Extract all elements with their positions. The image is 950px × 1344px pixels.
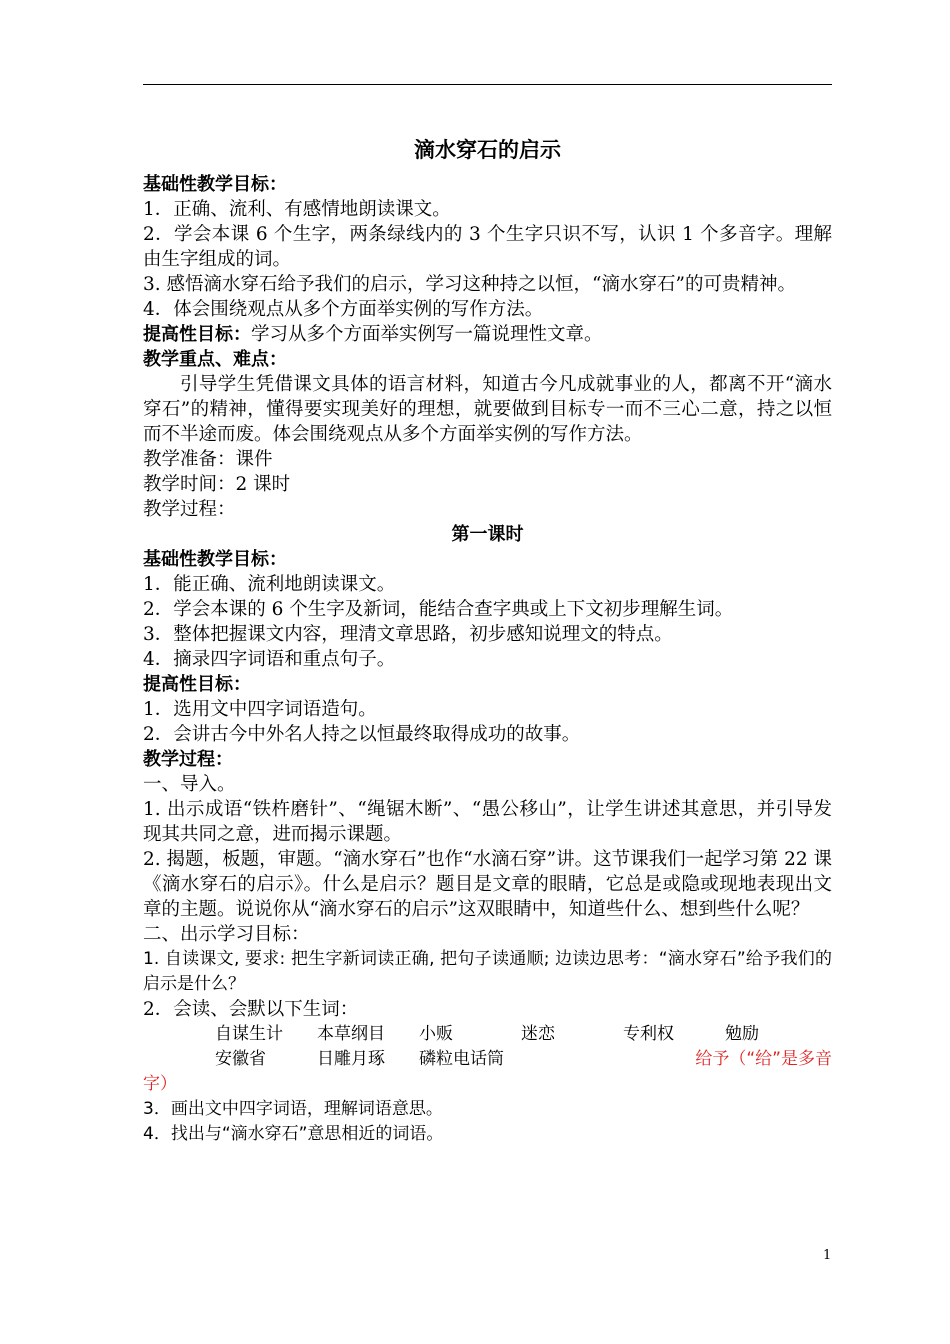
paragraph: 1．正确、流利、有感情地朗读课文。 xyxy=(143,199,451,220)
page-number: 1 xyxy=(823,1248,832,1263)
paragraph: 2．学会本课的 6 个生字及新词，能结合查字典或上下文初步理解生词。 xyxy=(143,599,734,620)
paragraph: 2. 揭题，板题，审题。“滴水穿石”也作“水滴石穿”讲。这节课我们一起学习第 22 课《滴水穿石的启示》。什么是启示？题目是文章的眼睛，它总是或隐或现地表现出文章的主题。说说你从“滴水穿石的启示”这双眼睛中，知道些什么、想到些什么呢？ xyxy=(143,849,832,920)
page-title: 滴水穿石的启示 xyxy=(414,138,561,162)
paragraph: 2．学会本课 6 个生字，两条绿线内的 3 个生字只识不写，认识 1 个多音字。理解由生字组成的词。 xyxy=(143,224,832,270)
paragraph: 引导学生凭借课文具体的语言材料，知道古今凡成就事业的人，都离不开“滴水穿石”的精神，懂得要实现美好的理想，就要做到目标专一而不三心二意，持之以恒而不半途而废。体会围绕观点从多个方面举实例的写作方法。 xyxy=(143,374,832,445)
header-rule xyxy=(143,84,832,85)
vocab-word: 磷粒电话筒 xyxy=(419,1049,504,1069)
paragraph: 2．会读、会默以下生词： xyxy=(143,999,359,1020)
vocab-row-2 xyxy=(143,1047,832,1072)
paragraph: 1. 自读课文, 要求: 把生字新词读正确, 把句子读通顺; 边读边思考：“滴水穿石”给予我们的启示是什么？ xyxy=(143,949,832,994)
vocab-word: 安徽省 xyxy=(215,1049,266,1069)
section-heading: 提高性目标： xyxy=(143,674,251,695)
paragraph: 一、导入。 xyxy=(143,774,236,795)
section-heading: 基础性教学目标： xyxy=(143,549,287,570)
section-heading: 教学过程： xyxy=(143,749,233,770)
section-heading: 教学重点、难点： xyxy=(143,349,287,370)
lesson-heading: 第一课时 xyxy=(451,524,524,545)
section-heading: 基础性教学目标： xyxy=(143,174,287,195)
paragraph: 2．会讲古今中外名人持之以恒最终取得成功的故事。 xyxy=(143,724,581,745)
paragraph: 教学过程： xyxy=(143,499,236,520)
paragraph-text: 学习从多个方面举实例写一篇说理性文章。 xyxy=(251,324,603,345)
paragraph-mixed xyxy=(143,322,832,347)
polyphone-note: 给予（“给”是多音 xyxy=(695,1049,832,1069)
paragraph: 1．选用文中四字词语造句。 xyxy=(143,699,377,720)
polyphone-note-wrap: 字） xyxy=(143,1074,177,1094)
inline-heading: 提高性目标： xyxy=(143,324,251,345)
vocab-word: 迷恋 xyxy=(521,1024,555,1044)
paragraph: 二、出示学习目标： xyxy=(143,924,310,945)
paragraph: 4．体会围绕观点从多个方面举实例的写作方法。 xyxy=(143,299,544,320)
tail-item: 3．画出文中四字词语，理解词语意思。 xyxy=(143,1099,443,1119)
paragraph: 教学时间：2 课时 xyxy=(143,474,291,495)
paragraph: 3．整体把握课文内容，理清文章思路，初步感知说理文的特点。 xyxy=(143,624,673,645)
vocab-row-1 xyxy=(143,1022,832,1047)
vocab-word: 自谋生计 xyxy=(215,1024,283,1044)
tail-list xyxy=(143,1097,832,1147)
paragraph: 4．摘录四字词语和重点句子。 xyxy=(143,649,396,670)
tail-item: 4．找出与“滴水穿石”意思相近的词语。 xyxy=(143,1124,444,1144)
vocab-list xyxy=(143,1022,832,1072)
vocab-word: 勉励 xyxy=(725,1024,759,1044)
document-body xyxy=(143,172,832,1147)
vocab-word: 本草纲目 xyxy=(317,1024,385,1044)
body-paragraphs xyxy=(143,172,832,1022)
vocab-word: 小贩 xyxy=(419,1024,453,1044)
vocab-word: 专利权 xyxy=(623,1024,674,1044)
paragraph: 3. 感悟滴水穿石给予我们的启示，学习这种持之以恒，“滴水穿石”的可贵精神。 xyxy=(143,274,796,295)
vocab-word: 日雕月琢 xyxy=(317,1049,385,1069)
paragraph: 1. 出示成语“铁杵磨针”、“绳锯木断”、“愚公移山”，让学生讲述其意思，并引导发现其共同之意，进而揭示课题。 xyxy=(143,799,832,845)
paragraph: 1．能正确、流利地朗读课文。 xyxy=(143,574,396,595)
paragraph: 教学准备：课件 xyxy=(143,449,273,470)
